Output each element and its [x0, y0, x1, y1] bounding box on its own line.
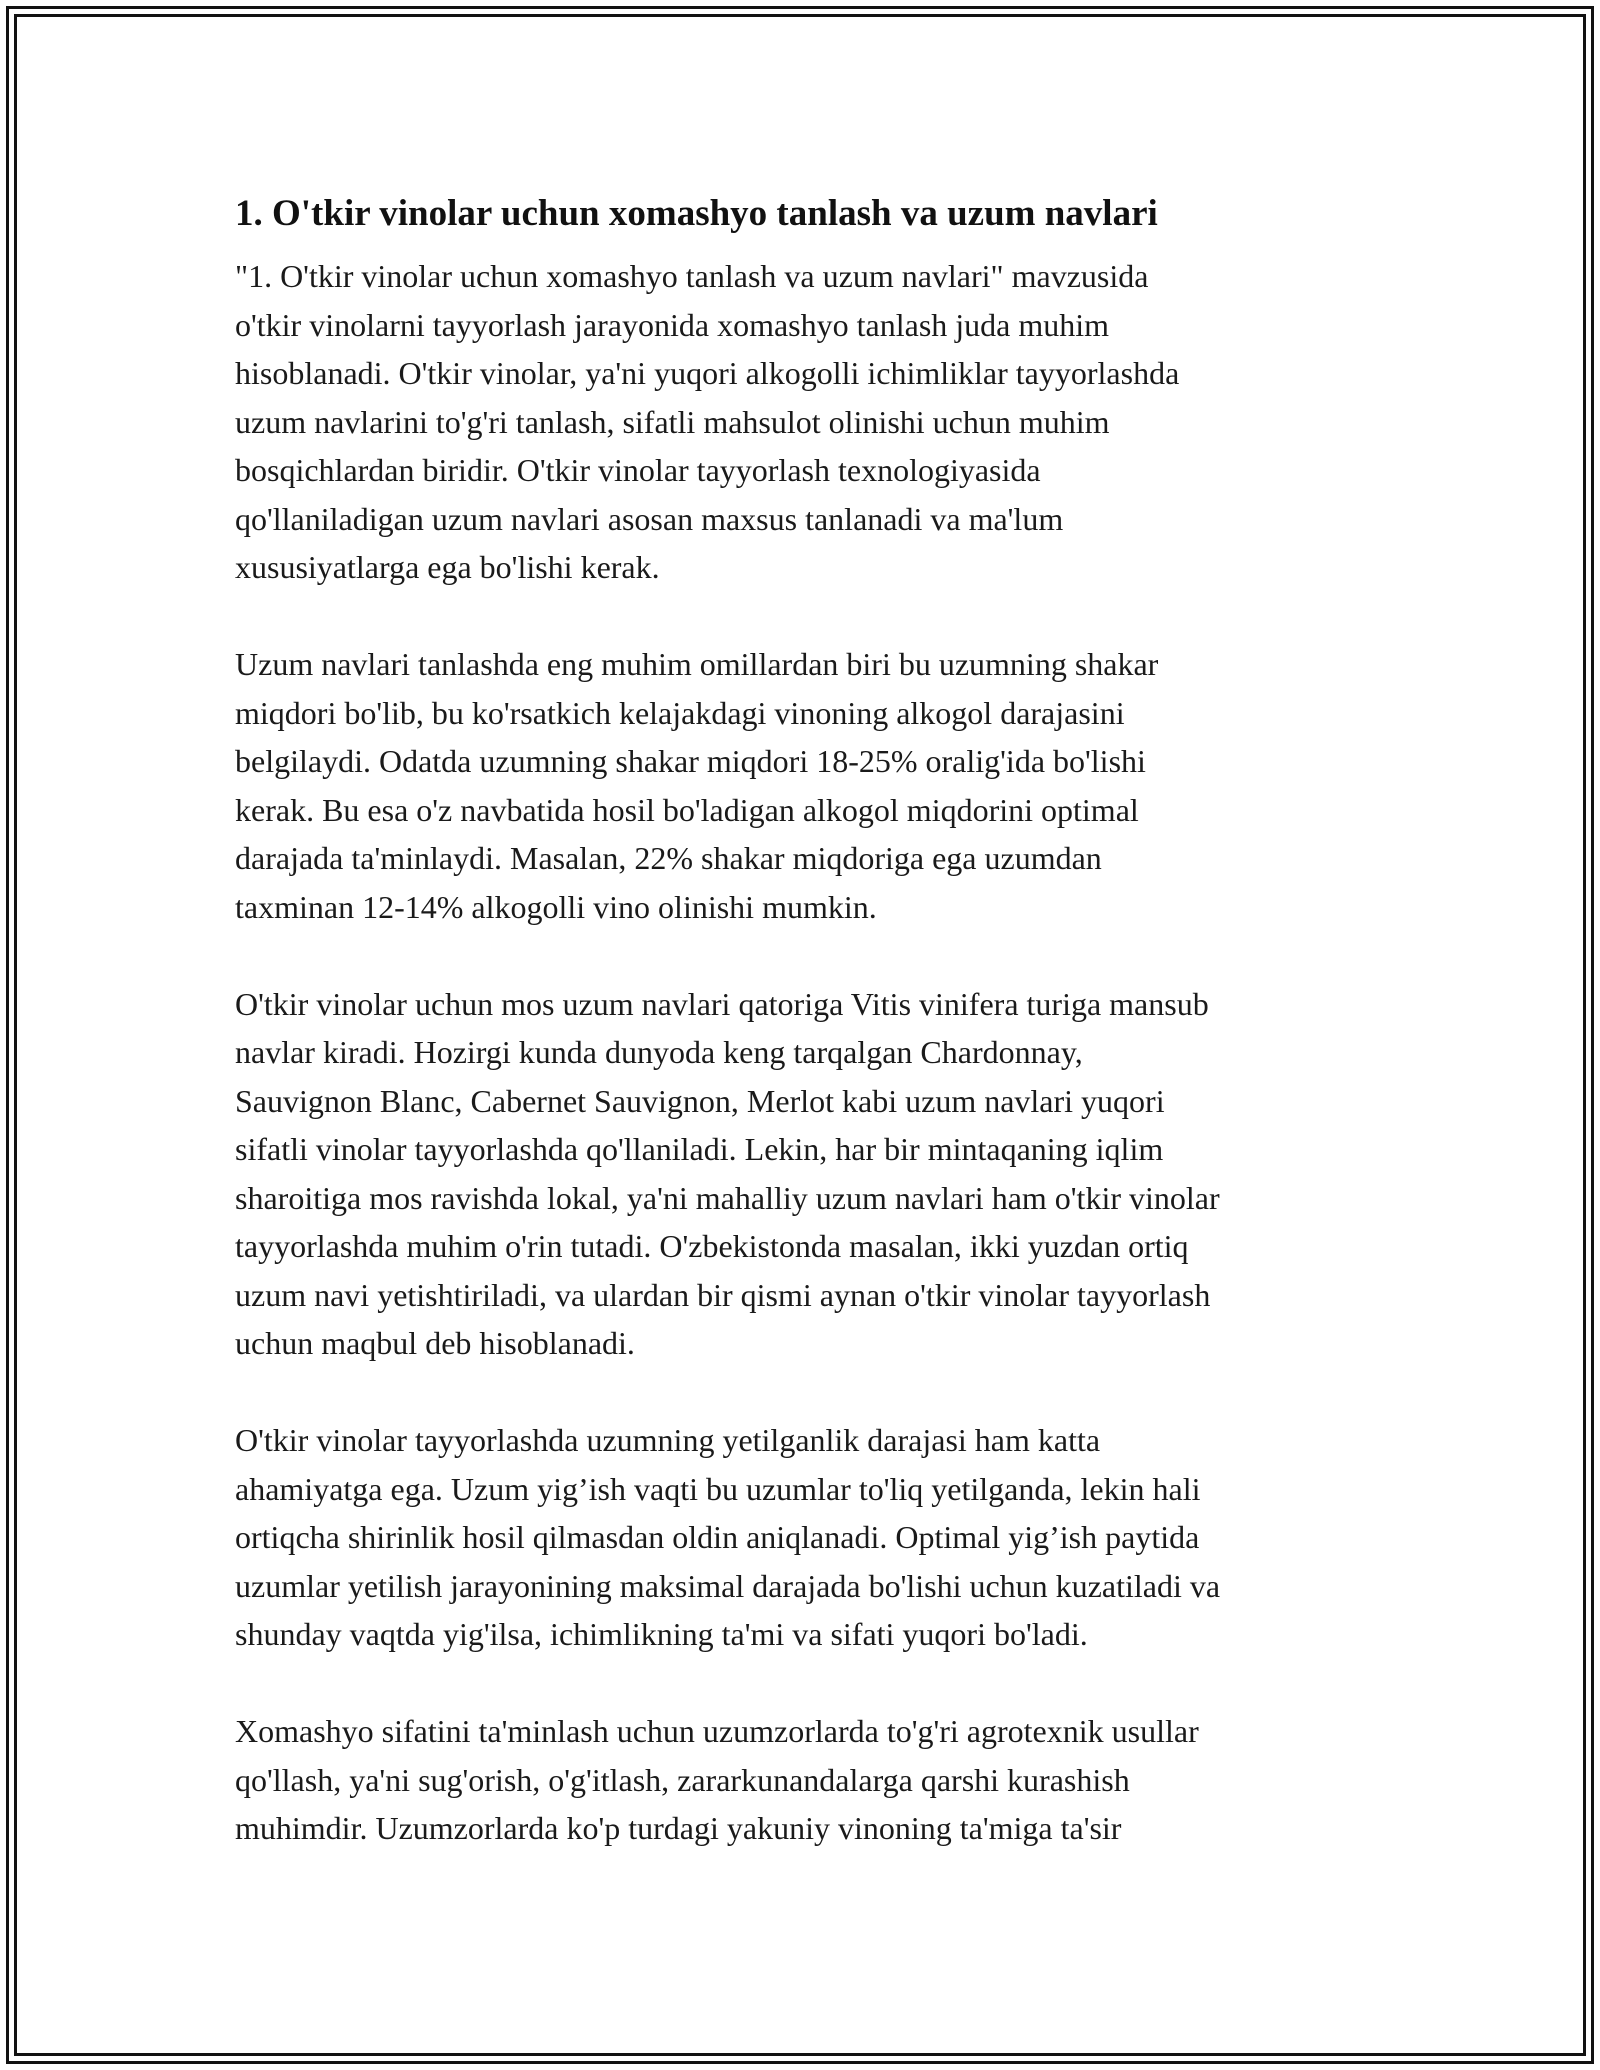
paragraph-3: O'tkir vinolar uchun mos uzum navlari qatoriga Vitis vinifera turiga mansub navlar kiradi. Hozirgi kunda dunyoda keng tarqalgan Chardonnay, Sauvignon Blanc, Cabernet Sauvignon, Merlot kabi uzum navlari yuqori sifatli vinolar tayyorlashda qo'llaniladi. Lekin, har bir mintaqaning iqlim sharoitiga mos ravishda lokal, ya'ni mahalliy uzum navlari ham o'tkir vinolar tayyorlashda muhim o'rin tutadi. O'zbekistonda masalan, ikki yuzdan ortiq uzum navi yetishtiriladi, va ulardan bir qismi aynan o'tkir vinolar tayyorlash uchun maqbul deb hisoblanadi. — [235, 985, 1220, 1361]
document-body — [235, 188, 1375, 1853]
paragraph-2: Uzum navlari tanlashda eng muhim omillardan biri bu uzumning shakar miqdori bo'lib, bu ko'rsatkich kelajakdagi vinoning alkogol darajasini belgilaydi. Odatda uzumning shakar miqdori 18-25% oralig'ida bo'lishi kerak. Bu esa o'z navbatida hosil bo'ladigan alkogol miqdorini optimal darajada ta'minlaydi. Masalan, 22% shakar miqdoriga ega uzumdan taxminan 12-14% alkogolli vino olinishi mumkin. — [235, 646, 1159, 925]
document-text — [235, 252, 1375, 1853]
paragraph-4: O'tkir vinolar tayyorlashda uzumning yetilganlik darajasi ham katta ahamiyatga ega. Uzum yig’ish vaqti bu uzumlar to'liq yetilganda, lekin hali ortiqcha shirinlik hosil qilmasdan oldin aniqlanadi. Optimal yig’ish paytida uzumlar yetilish jarayonining maksimal darajada bo'lishi uchun kuzatiladi va shunday vaqtda yig'ilsa, ichimlikning ta'mi va sifati yuqori bo'ladi. — [235, 1422, 1221, 1652]
paragraph-5: Xomashyo sifatini ta'minlash uchun uzumzorlarda to'g'ri agrotexnik usullar qo'llash, ya'ni sug'orish, o'g'itlash, zararkunandalarga qarshi kurashish muhimdir. Uzumzorlarda ko'p turdagi yakuniy vinoning ta'miga ta'sir — [235, 1713, 1199, 1846]
page-title: 1. O'tkir vinolar uchun xomashyo tanlash va uzum navlari — [235, 193, 1158, 234]
paragraph-1: "1. O'tkir vinolar uchun xomashyo tanlash va uzum navlari" mavzusida o'tkir vinolarni tayyorlash jarayonida xomashyo tanlash juda muhim hisoblanadi. O'tkir vinolar, ya'ni yuqori alkogolli ichimliklar tayyorlashda uzum navlarini to'g'ri tanlash, sifatli mahsulot olinishi uchun muhim bosqichlardan biridir. O'tkir vinolar tayyorlash texnologiyasida qo'llaniladigan uzum navlari asosan maxsus tanlanadi va ma'lum xususiyatlarga ega bo'lishi kerak. — [235, 258, 1180, 585]
